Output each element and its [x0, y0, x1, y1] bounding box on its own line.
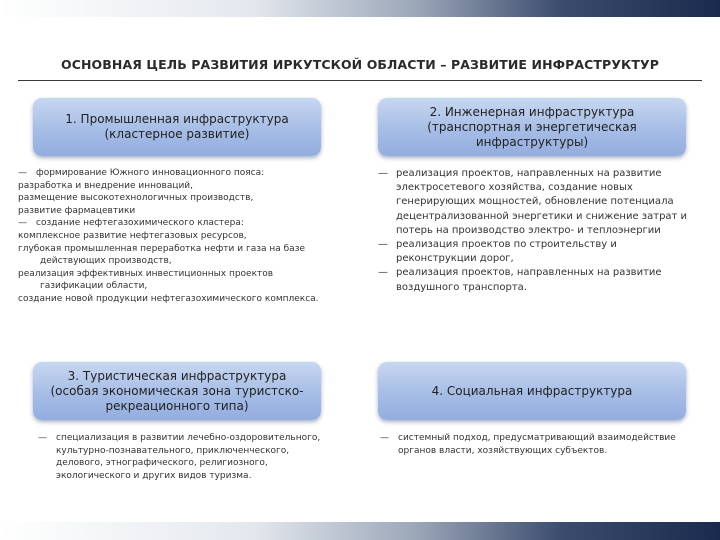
list-item: глубокая промышленная переработка нефти и газа на базе действующих производств, — [18, 243, 306, 267]
box-heading-line: (кластерное развитие) — [104, 127, 250, 141]
bottom-decorative-bar — [0, 522, 720, 540]
industrial-infrastructure-list — [18, 167, 336, 306]
list-item: — формирование Южного инновационного пояса: — [18, 167, 336, 180]
list-item: — системный подход, предусматривающий взаимодействие органов власти, хозяйствующих субъектов. — [380, 432, 700, 457]
box-heading-line: 1. Промышленная инфраструктура — [65, 112, 289, 126]
list-item: реализация эффективных инвестиционных проектов газификации области, — [18, 268, 274, 292]
list-item: разработка и внедрение инноваций, — [18, 180, 194, 191]
list-item: развитие фармацевтики — [18, 205, 136, 216]
box-heading-line: (особая экономическая зона туристско- — [50, 383, 304, 398]
box-heading-line: 3. Туристическая инфраструктура — [67, 368, 287, 383]
list-item: — реализация проектов, направленных на развитие воздушного транспорта. — [378, 266, 696, 294]
tourist-infrastructure-list — [38, 432, 328, 482]
engineering-infrastructure-list — [378, 167, 696, 295]
engineering-infrastructure-box — [378, 98, 686, 156]
list-item: размещение высокотехнологичных производств, — [18, 193, 254, 204]
industrial-infrastructure-box — [33, 98, 321, 156]
title-underline — [18, 80, 702, 81]
list-item: создание новой продукции нефтегазохимического комплекса. — [18, 293, 319, 304]
list-item: — реализация проектов по строительству и реконструкции дорог, — [378, 238, 696, 266]
top-decorative-bar — [0, 0, 720, 17]
social-infrastructure-list — [380, 432, 700, 457]
box-heading-line: 2. Инженерная инфраструктура — [429, 104, 635, 119]
box-heading-line: 4. Социальная инфраструктура — [431, 383, 633, 398]
list-item: комплексное развитие нефтегазовых ресурсов, — [18, 230, 247, 241]
list-item: — специализация в развитии лечебно-оздоровительного, культурно-познавательного, приключенческого, делового, этнографического, религиозного, экологического и других видов туризма. — [38, 432, 328, 482]
box-heading-line: рекреационного типа) — [105, 398, 249, 413]
social-infrastructure-box — [378, 362, 686, 420]
tourist-infrastructure-box — [33, 362, 321, 420]
list-item: — реализация проектов, направленных на развитие электросетевого хозяйства, создание новых генерирующих мощностей, обновление потенциала децентрализованной энергетики и снижение затрат и потерь на производство электро- и теплоэнергии — [378, 167, 696, 238]
box-heading-line: инфраструктуры) — [475, 134, 589, 149]
list-item: — создание нефтегазохимического кластера: — [18, 217, 336, 230]
box-heading-line: (транспортная и энергетическая — [427, 119, 637, 134]
page-title: ОСНОВНАЯ ЦЕЛЬ РАЗВИТИЯ ИРКУТСКОЙ ОБЛАСТИ – РАЗВИТИЕ ИНФРАСТРУКТУР — [60, 57, 660, 72]
